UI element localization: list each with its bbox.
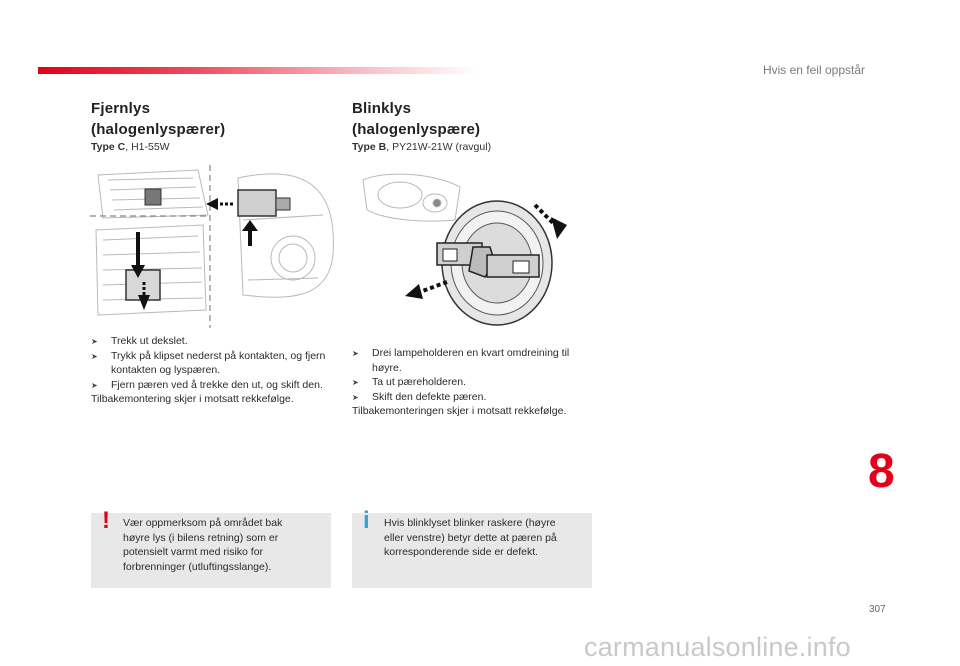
- right-bulb-type: [352, 141, 491, 153]
- right-type-label: Type B: [352, 141, 387, 153]
- left-heading-line2: (halogenlyspærer): [91, 121, 226, 138]
- chapter-number: 8: [868, 445, 895, 498]
- left-step: ➤ Fjern pæren ved å trekke den ut, og skift den.: [91, 378, 323, 391]
- warning-note: [91, 507, 331, 588]
- right-heading: [352, 98, 480, 140]
- left-step: ➤ Trekk ut dekslet.: [91, 335, 188, 347]
- right-heading-line2: (halogenlyspære): [352, 121, 481, 138]
- info-icon: i: [363, 507, 370, 534]
- right-heading-line1: Blinklys: [352, 100, 412, 117]
- left-heading-line1: Fjernlys: [91, 100, 151, 117]
- indicator-bulb-illustration: [355, 165, 585, 330]
- left-bulb-type: [91, 141, 170, 153]
- page-number: 307: [869, 604, 886, 615]
- warning-text: Vær oppmerksom på området bak høyre lys (i bilens retning) som er potensielt varmt med risiko for forbrenninger (utluftingsslange).: [123, 517, 283, 573]
- watermark: carmanualsonline.info: [584, 632, 851, 662]
- right-step: ➤ Drei lampeholderen en kvart omdreining til høyre.: [352, 347, 570, 374]
- left-step: ➤ Trykk på klipset nederst på kontakten, og fjern kontakten og lyspæren.: [91, 349, 326, 376]
- right-step: ➤ Skift den defekte pæren.: [352, 390, 487, 403]
- right-type-value: , PY21W-21W (ravgul): [386, 141, 492, 153]
- left-steps: [91, 334, 331, 407]
- info-note: [352, 507, 592, 588]
- left-heading: [91, 98, 225, 140]
- left-type-value: , H1-55W: [125, 141, 170, 153]
- headlamp-bulb-illustration: [88, 160, 336, 330]
- left-reassembly-text: Tilbakemontering skjer i motsatt rekkefølge.: [91, 393, 294, 405]
- header-accent-bar: [38, 67, 478, 74]
- warning-icon: !: [102, 507, 110, 534]
- right-step: ➤ Ta ut pæreholderen.: [352, 376, 466, 388]
- left-type-label: Type C: [91, 141, 126, 153]
- info-text: Hvis blinklyset blinker raskere (høyre eller venstre) betyr dette at pæren på korresponderende side er defekt.: [384, 517, 557, 558]
- section-title: Hvis en feil oppstår: [762, 63, 865, 77]
- right-steps: [352, 346, 592, 419]
- right-reassembly-text: Tilbakemonteringen skjer i motsatt rekkefølge.: [352, 405, 567, 417]
